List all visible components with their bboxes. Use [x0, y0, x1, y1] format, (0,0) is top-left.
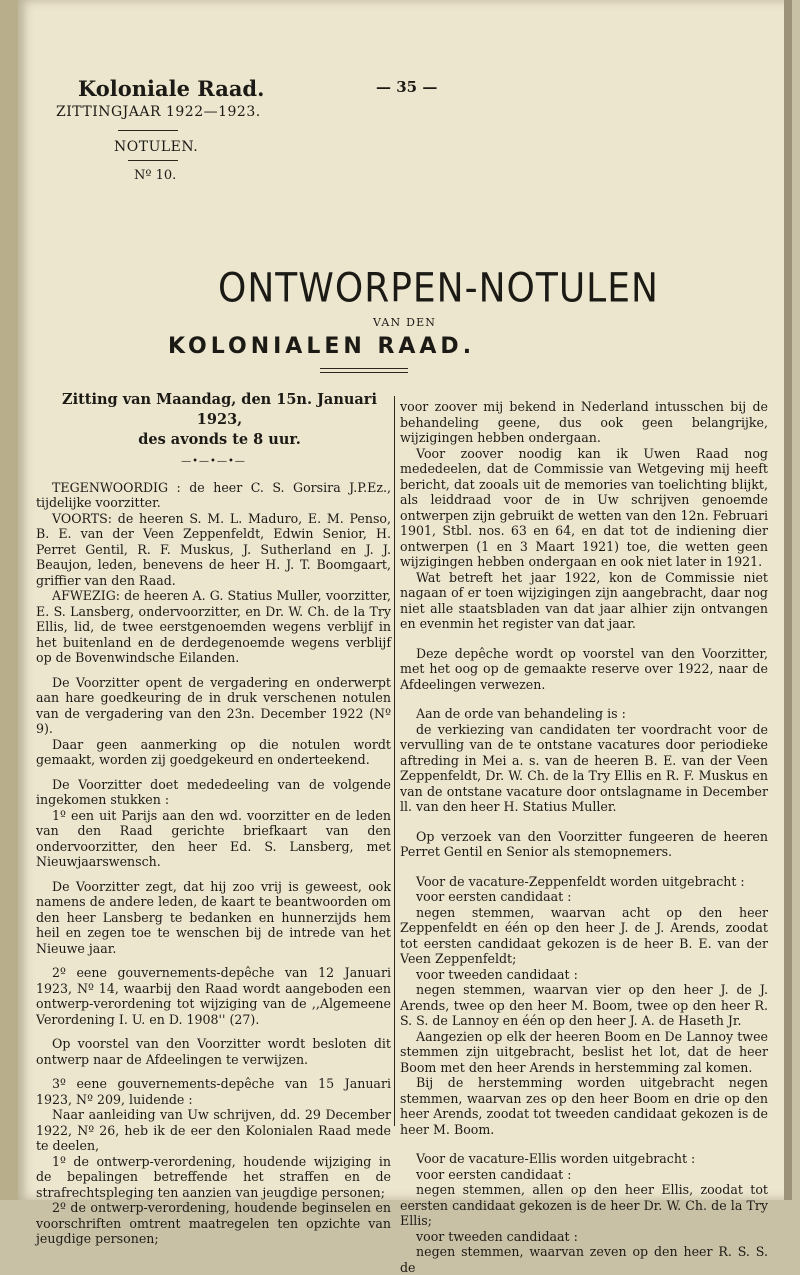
- paragraph: Wat betreft het jaar 1922, kon de Commissie niet nagaan of er toen wijzigingen zijn aangebracht, daar nog niet alle staatsbladen van dat jaar alhier zijn ontvangen en evenmin het register van dat jaar.: [400, 569, 768, 631]
- issue-number: Nº 10.: [134, 168, 177, 183]
- header-rule: [128, 160, 178, 161]
- paragraph: Daar geen aanmerking op die notulen wordt gemaakt, worden zij goedgekeurd en onderteekend.: [36, 736, 391, 767]
- paragraph: Aan de orde van behandeling is :: [416, 706, 626, 721]
- publication-title: Koloniale Raad.: [78, 76, 265, 101]
- paragraph: negen stemmen, waarvan vier op den heer J. de J. Arends, twee op den heer M. Boom, twee op den heer R. S. S. de Lannoy en één op den heer J. A. de Haseth Jr.: [400, 982, 768, 1028]
- paragraph: 1º een uit Parijs aan den wd. voorzitter en de leden van den Raad gerichte briefkaart van den ondervoorzitter, den heer Ed. S. Lansberg, met Nieuwjaarswensch.: [36, 807, 391, 869]
- title-rule: [320, 372, 408, 373]
- paragraph: Voor de vacature-Zeppenfeldt worden uitgebracht :: [416, 873, 745, 889]
- paragraph: 2º eene gouvernements-depêche van 12 Januari 1923, Nº 14, waarbij den Raad wordt aangeboden een ontwerp-verordening tot wijziging van de ,,Algemeene Verordening I. U. en D. 1908'' (27).: [36, 965, 391, 1027]
- page-gutter: [0, 0, 18, 1200]
- paragraph: 2º de ontwerp-verordening, houdende beginselen en voorschriften omtrent maatregelen ten opzichte van jeugdige personen;: [36, 1200, 391, 1246]
- paragraph: Voor zoover noodig kan ik Uwen Raad nog mededeelen, dat de Commissie van Wetgeving mij heeft bericht, dat zooals uit de memories van toelichting blijkt, als leiddraad voor de in Uw schrijven genoemde ontwerpen zijn gebruikt de wetten van den 12n. Februari 1901, Stbl. nos. 63 en 64, en dat tot de indiening dier ontwerpen (1 en 3 Maart 1921) toe, die wetten geen wijzigingen hebben ondergaan en ook niet later in 1921.: [400, 445, 768, 569]
- paragraph: De Voorzitter zegt, dat hij zoo vrij is geweest, ook namens de andere leden, de kaart te beantwoorden om den heer Lansberg te bedanken en hunnerzijds hem heil en zegen toe te wenschen bij de intrede van het Nieuwe jaar.: [36, 878, 391, 956]
- paragraph: Op verzoek van den Voorzitter fungeeren de heeren Perret Gentil en Senior als stemopnemers.: [400, 828, 768, 859]
- paragraph: De Voorzitter doet mededeeling van de volgende ingekomen stukken :: [36, 776, 391, 807]
- title-rule: [320, 368, 408, 369]
- paragraph: voor eersten candidaat :: [416, 1166, 572, 1182]
- paragraph: voor tweeden candidaat :: [416, 1228, 578, 1244]
- paragraph: de verkiezing van candidaten ter voordracht voor de vervulling van de te ontstane vacatures door periodieke aftreding in Mei a. s. van de heeren B. E. van der Veen Zeppenfeldt, Dr. W. Ch. de la Try Ellis en R. F. Muskus en van de ontstane vacature door ontslagname in December ll. van den heer H. Statius Muller.: [400, 721, 768, 814]
- document-title: ONTWORPEN-NOTULEN: [218, 265, 659, 312]
- paragraph: 3º eene gouvernements-depêche van 15 Januari 1923, Nº 209, luidende :: [36, 1076, 391, 1107]
- paragraph: Aangezien op elk der heeren Boom en De Lannoy twee stemmen zijn uitgebracht, beslist het lot, dat de heer Boom met den heer Arends in herstemming zal komen.: [400, 1028, 768, 1075]
- paragraph: 1º de ontwerp-verordening, houdende wijziging in de bepalingen betreffende het straffen en de strafrechtspleging ten aanzien van jeugdige personen;: [36, 1153, 391, 1200]
- paragraph: negen stemmen, allen op den heer Ellis, zoodat tot eersten candidaat gekozen is de heer Dr. W. Ch. de la Try Ellis;: [400, 1182, 768, 1228]
- paragraph: Naar aanleiding van Uw schrijven, dd. 29 December 1922, Nº 26, heb ik de eer den Kolonialen Raad mede te deelen,: [36, 1107, 391, 1153]
- paragraph: negen stemmen, waarvan acht op den heer Zeppenfeldt en één op den heer J. de J. Arends, zoodat tot eersten candidaat gekozen is de heer B. E. van der Veen Zeppenfeldt;: [400, 904, 768, 966]
- section-label: NOTULEN.: [114, 139, 199, 155]
- paragraph: voor zoover mij bekend in Nederland intusschen bij de behandeling geene, dus ook geen belangrijke, wijzigingen hebben ondergaan.: [400, 399, 768, 445]
- paragraph: De Voorzitter opent de vergadering en onderwerpt aan hare goedkeuring de in druk verschenen notulen van de vergadering van den 23n. December 1922 (Nº 9).: [36, 674, 391, 736]
- paragraph: voor eersten candidaat :: [416, 889, 572, 904]
- document-page: [18, 0, 792, 1275]
- title-connector: VAN DEN: [373, 316, 437, 329]
- ornament: —•—•—•—: [181, 456, 246, 467]
- meeting-heading: Zitting van Maandag, den 15n. Januari 1923, des avonds te 8 uur.: [62, 391, 377, 448]
- page-edge: [784, 0, 792, 1200]
- session-year: ZITTINGJAAR 1922—1923.: [56, 104, 261, 120]
- header-rule: [118, 130, 178, 131]
- paragraph: voor tweeden candidaat :: [416, 966, 578, 982]
- column-divider: [394, 396, 395, 1126]
- paragraph: Bij de herstemming worden uitgebracht negen stemmen, waarvan zes op den heer Boom en drie op den heer Arends, zoodat tot tweeden candidaat gekozen is de heer M. Boom.: [400, 1075, 768, 1137]
- paragraph: negen stemmen, waarvan zeven op den heer R. S. S. de: [400, 1244, 768, 1275]
- paragraph: Voor de vacature-Ellis worden uitgebracht :: [416, 1151, 696, 1166]
- left-column: [36, 390, 391, 1247]
- paragraph: VOORTS: de heeren S. M. L. Maduro, E. M. Penso, B. E. van der Veen Zeppenfeldt, Edwin Senior, H. Perret Gentil, R. F. Muskus, J. Sutherland en J. J. Beaujon, leden, benevens de heer H. J. T. Boomgaart, griffier van den Raad.: [36, 510, 391, 588]
- paragraph: TEGENWOORDIG : de heer C. S. Gorsira J.P.Ez., tijdelijke voorzitter.: [36, 479, 391, 510]
- right-column: [400, 399, 768, 1275]
- page-number: — 35 —: [376, 78, 438, 96]
- paragraph: Op voorstel van den Voorzitter wordt besloten dit ontwerp naar de Afdeelingen te verwijzen.: [36, 1036, 391, 1067]
- paragraph: Deze depêche wordt op voorstel van den Voorzitter, met het oog op de gemaakte reserve over 1922, naar de Afdeelingen verwezen.: [400, 645, 768, 692]
- paragraph: AFWEZIG: de heeren A. G. Statius Muller, voorzitter, E. S. Lansberg, ondervoorzitter, en Dr. W. Ch. de la Try Ellis, lid, de twee eerstgenoemden wegens verblijf in het buitenland en de derdegenoemde wegens verblijf op de Bovenwindsche Eilanden.: [36, 588, 391, 665]
- council-name: KOLONIALEN RAAD.: [168, 334, 476, 359]
